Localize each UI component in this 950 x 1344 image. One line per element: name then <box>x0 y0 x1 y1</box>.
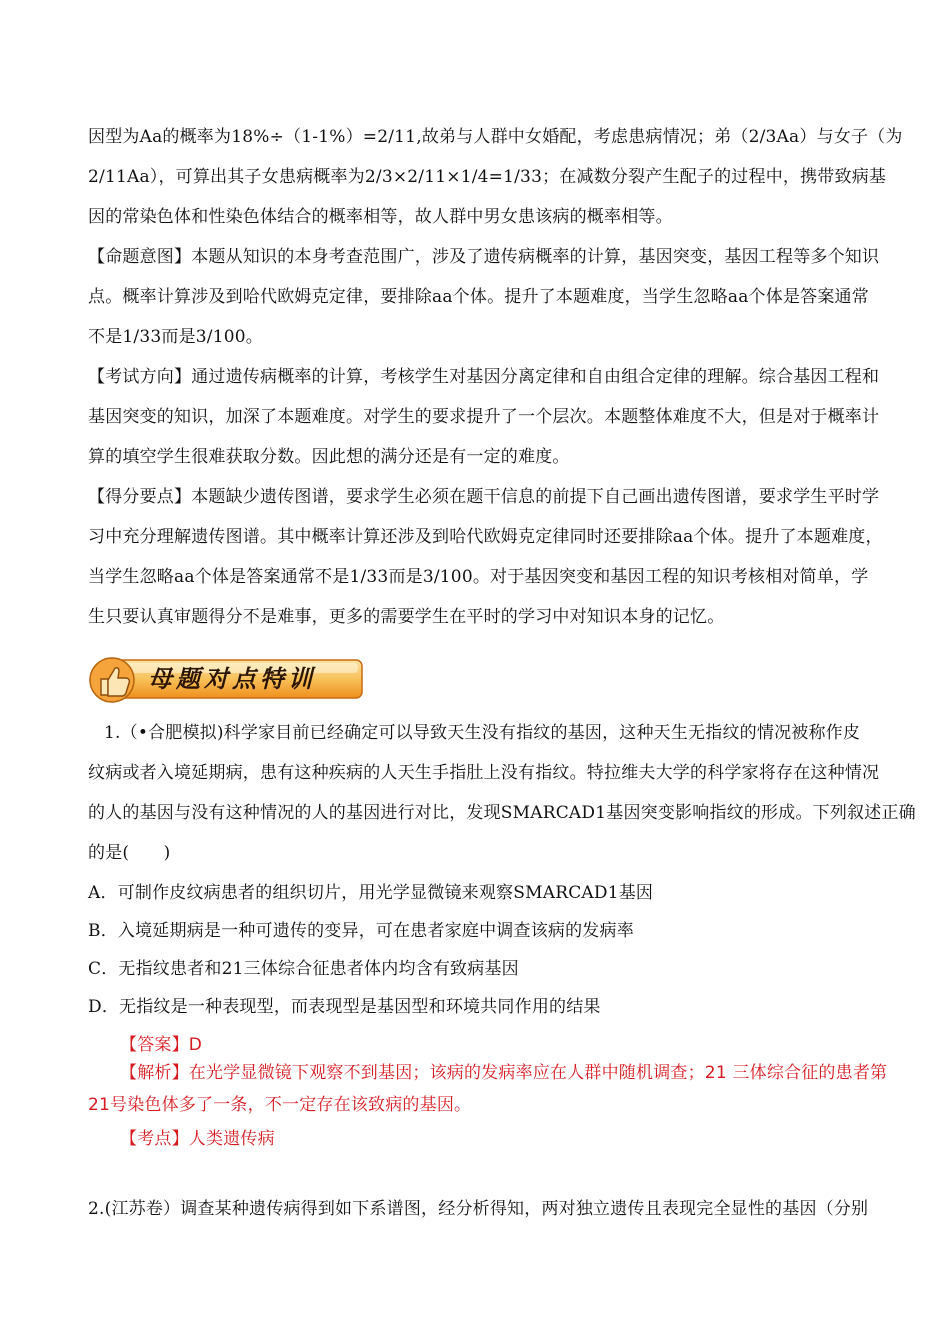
answer-label: 【答案】D <box>120 1035 203 1055</box>
banner-graphic <box>86 652 366 704</box>
thumbs-up-icon <box>90 658 134 702</box>
paragraph-line: 【得分要点】本题缺少遗传图谱，要求学生必须在题干信息的前提下自己画出遗传图谱，要求学生平时学 <box>88 487 880 507</box>
analysis-text: 21号染色体多了一条，不一定存在该致病的基因。 <box>88 1095 472 1115</box>
question-stem: 1.（•合肥模拟)科学家目前已经确定可以导致天生没有指纹的基因，这种天生无指纹的情况被称作皮 <box>104 723 861 743</box>
option-b: B．入境延期病是一种可遗传的变异，可在患者家庭中调查该病的发病率 <box>88 921 634 941</box>
question-stem: 2.(江苏卷）调查某种遗传病得到如下系谱图，经分析得知，两对独立遗传且表现完全显性的基因（分别 <box>88 1199 869 1219</box>
paragraph-line: 不是1/33而是3/100。 <box>88 327 263 347</box>
banner-title: 母题对点特训 <box>148 664 316 693</box>
paragraph-line: 算的填空学生很难获取分数。因此想的满分还是有一定的难度。 <box>88 447 570 467</box>
paragraph-line: 生只要认真审题得分不是难事，更多的需要学生在平时的学习中对知识本身的记忆。 <box>88 607 725 627</box>
paragraph-line: 点。概率计算涉及到哈代欧姆克定律，要排除aa个体。提升了本题难度，当学生忽略aa个体是答案通常 <box>88 287 869 307</box>
paragraph-line: 因的常染色体和性染色体结合的概率相等，故人群中男女患该病的概率相等。 <box>88 207 673 227</box>
knowledge-point: 【考点】人类遗传病 <box>120 1129 275 1149</box>
question-stem: 纹病或者入境延期病，患有这种疾病的人天生手指肚上没有指纹。特拉维夫大学的科学家将存在这种情况 <box>88 763 880 783</box>
option-a: A．可制作皮纹病患者的组织切片，用光学显微镜来观察SMARCAD1基因 <box>88 883 654 903</box>
section-banner <box>86 652 366 704</box>
paragraph-line: 2/11Aa），可算出其子女患病概率为2/3×2/11×1/4=1/33；在减数分裂产生配子的过程中，携带致病基 <box>88 167 887 187</box>
paragraph-line: 当学生忽略aa个体是答案通常不是1/33而是3/100。对于基因突变和基因工程的知识考核相对简单，学 <box>88 567 869 587</box>
question-stem: 的是( ) <box>88 843 171 863</box>
question-stem: 的人的基因与没有这种情况的人的基因进行对比，发现SMARCAD1基因突变影响指纹的形成。下列叙述正确 <box>88 803 916 823</box>
paragraph-line: 【命题意图】本题从知识的本身考查范围广，涉及了遗传病概率的计算，基因突变，基因工程等多个知识 <box>88 247 880 267</box>
option-d: D．无指纹是一种表现型，而表现型是基因型和环境共同作用的结果 <box>88 997 601 1017</box>
paragraph-line: 基因突变的知识，加深了本题难度。对学生的要求提升了一个层次。本题整体难度不大，但是对于概率计 <box>88 407 880 427</box>
analysis-text: 【解析】在光学显微镜下观察不到基因；该病的发病率应在人群中随机调查；21 三体综合征的患者第 <box>120 1063 888 1083</box>
option-c: C．无指纹患者和21三体综合征患者体内均含有致病基因 <box>88 959 519 979</box>
paragraph-line: 习中充分理解遗传图谱。其中概率计算还涉及到哈代欧姆克定律同时还要排除aa个体。提升了本题难度， <box>88 527 883 547</box>
paragraph-line: 【考试方向】通过遗传病概率的计算，考核学生对基因分离定律和自由组合定律的理解。综合基因工程和 <box>88 367 880 387</box>
paragraph-line: 因型为Aa的概率为18%÷（1-1%）=2/11,故弟与人群中女婚配，考虑患病情况；弟（2/3Aa）与女子（为 <box>88 127 903 147</box>
